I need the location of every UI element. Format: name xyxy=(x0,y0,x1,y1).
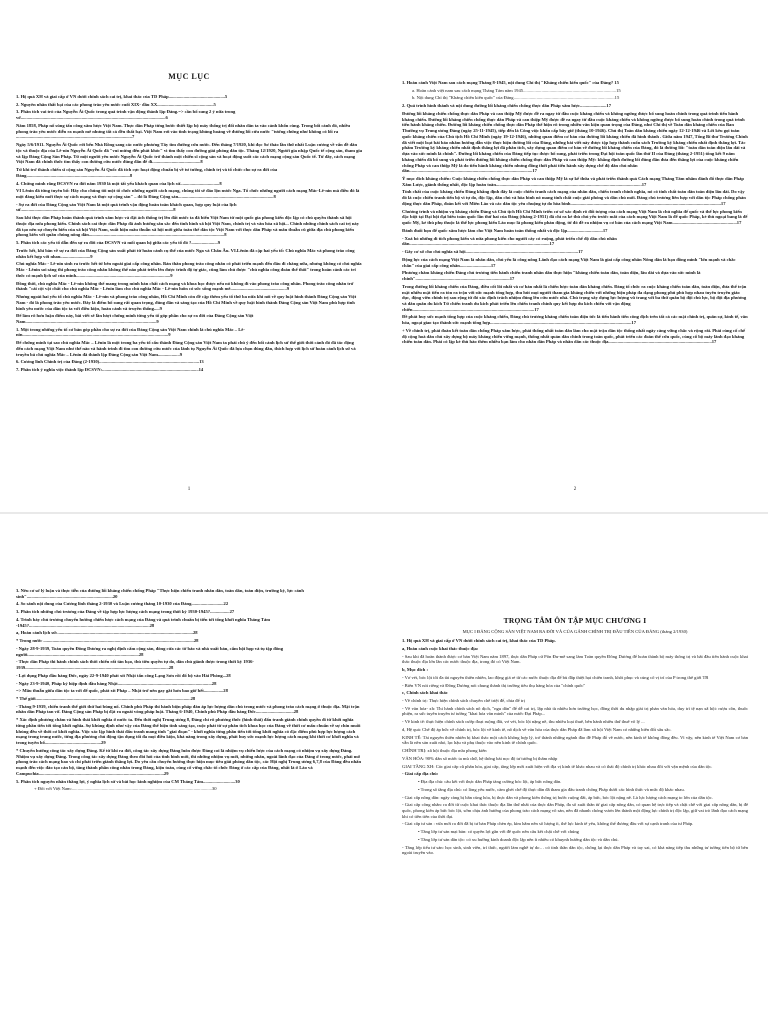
toc-entry[interactable]: Trong đường lối kháng chiến của Đảng, điều cốt lõi nhất và cơ bản nhất là chiến lược toàn dân kháng chiến. Đảng tổ chức ra cuộc kháng chiến toàn dân, toàn diện, đưa thế trận mặt nhiều mặt tiến ra tòn ra trận với sức mạnh tổng hợp, thu hút mọi người tham gia kháng chiến với những biện pháp đa dạng phong phú phù hợp nhau tuyên truyền giáo dục, động viên chính trị sau rộng từ đó xác định trách nhiệm đúng lên cứu nước nhà. Chủ trọng xây dựng lực lượng vũ trang với ba thứ quân bộ đội chủ lực, bộ đội địa phương và dân quân du kích Từ chiến tranh du kích phát triển lên chiến tranh chính quy kết hợp du kích chiến với vận động chiến..........................................................................................................17 xyxy=(402,283,747,312)
toc-entry[interactable]: - Ngày 23-9-1940, Pháp ký hiệp định đầu hàng Nhật..................................................................................28 xyxy=(16,680,217,686)
paragraph: - Vơ vét, bóc lột tối đa tài nguyên thiên nhiên, lao động giá rẻ từ các nước thuộc địa để bù đắp thiệt hại chiến tranh, khôi phục và củng cố vị trí của P trong thế giới TB xyxy=(402,674,709,680)
toc-entry[interactable]: 3. Nêu cơ sở lý luận và thực tiễn của đường lối kháng chiến chống Pháp "Thực hiện chiến tranh nhân dân, toàn dân, toàn diện, trường kỳ, lực cánh sinh"...........................................................................20 xyxy=(16,588,304,599)
toc-entry[interactable]: + Về chính trị, phải đoàn kết toàn dân chống Pháp xâm lược, phải thống nhất toàn dân làm cho mặt trận dân tộc thống nhất ngày càng vững chắc và rộng rãi. Phải củng cố chế độ cộng hoà dân chủ xây dựng bộ máy kháng chiến vững mạnh, thống nhất quản dân chính trong toàn quốc, phát triển các đoàn thể cứu quốc, củng cố bộ máy lãnh đạo kháng chiến toàn dân. Phải có lập kẻ thù hào thêm nhiều bạn làm cho nhân dân Pháp và nhân dân các thuộc địa..........................................................................................17 xyxy=(402,327,746,345)
paragraph: • Tầng lớp tư sản mại bản: có quyền lợi gắn với đế quốc nên câu kết chặt chẽ với chúng xyxy=(418,829,579,835)
toc-entry[interactable]: Sau khi thực dân Pháp hoàn thành quá trình xâm lược và đặt ách thống trị lên đất nước ta đã biến Việt Nam từ một quốc gia phong kiến độc lập có chủ quyền thành xã hội thuộc địa nửa phong kiến. Chính sách cai thực dân Pháp đã ảnh hưởng sâu sắc đến tình hình xã hội Việt Nam, chính trị và văn hóa xã hội... Chính những chính sách cai trị này đã tạo nên sự chuyển biến của xã hội Việt Nam, xuất hiện mâu thuẫn xã hội mới giữa toàn thể dân tộc Việt Nam với thực dân Pháp và mâu thuẫn cũ giữa địa chủ phong kiến phong kiến với quần chúng nông dân......................................................................................................................8 xyxy=(16,215,360,238)
toc-entry[interactable]: Trước hết, khi bàn về sự ra đời của Đảng Cộng sản xuất phát từ hoàn cảnh cụ thể của nước Nga và Châu Âu. VI.Lênin đã cập hai yếu tố: Chủ nghĩa Mác và phong trào công nhân kết hợp với nhau..........................9 xyxy=(16,247,355,259)
paragraph: - Giai cấp tư sản : vừa mới ra đời đã bị tư bản Pháp chèn ép, kìm hãm nên số lượng ít, thế lực kinh tế yếu, không thể đương đầu với sự cạnh tranh của tư Pháp. xyxy=(402,821,694,827)
toc-entry[interactable]: Động lực của cách mạng Việt Nam là nhân dân, chủ yếu là công nông Lãnh đạo cách mạng Việt Nam là giai cấp công nhân Nông dân là bạn đồng minh "lớn mạnh và chắc chắn" của giai cấp công nhân...........................17 xyxy=(402,256,736,268)
toc-entry[interactable]: 2. Quá trình hình thành và nội dung đường lối kháng chiến chống thực dân Pháp xâm lược.......................17 xyxy=(402,103,612,109)
paragraph: d, Hệ quả: Chế độ áp bức về chính trị, bóc lột về kinh tế, nô dịch về văn hóa của thực dân Pháp đã làm xã hội Việt Nam có những biến đổi sâu sắc. xyxy=(402,726,672,732)
toc-entry[interactable]: Ngày 5/6/1911. Nguyễn Ái Quốc rời bến Nhà Rồng sang các nước phương Tây tìm đường cứu nước. Đến tháng 7/1920, khi đọc Sơ thảo lần thứ nhất Luận cương về vấn đề dân tộc và thuộc địa của Lê-nin Nguyễn Ái Quốc đã "vui mừng đến phát khóc" vì tìm thấy con đường giải phóng dân tộc. Tháng 12/1920, Người gia nhập Quốc tế cộng sản, tham gia và lập Đảng Cộng Sản Pháp. Từ một người yêu nước Nguyễn Ái Quốc trở thành một chiến sĩ cộng sản và hoạt động suốt các cách mạng cộng sản Quốc tế. Từ đây, cách mạng Việt Nam đã chính thức tìm thấy con đường cứu nước đúng đắn để đi..........................................8 xyxy=(16,142,362,165)
toc-entries xyxy=(402,80,748,345)
toc-entry[interactable]: - Tháng 9-1939, chiến tranh thế giới thứ hai bùng nổ. Chính phủ Pháp thi hành biện pháp đàn áp lực lượng dân chủ trong nước và phong trào cách mạng ở thuộc địa. Mặt trận nhân dân Pháp tan vỡ. Đảng Cộng sản Pháp bị đặt ra ngoài vòng pháp luật. Tháng 6-1940, Chính phủ Pháp đầu hàng Đức.................................28 xyxy=(16,703,360,715)
toc-entry[interactable]: b. Nội dung Chỉ thị "Kháng chiến kiến quốc" của Đảng........................................................................................15 xyxy=(412,95,620,101)
toc-entry[interactable]: Đồng thời, chủ nghĩa Mác - Lê-nin không thể mang trong mình bản chất cách mạng và khoa học được nếu nó không đi vào phong trào công nhân. Phong trào công nhân trở thành "cái cột vật chất cho chủ nghĩa Mác - Lênin làm cho chủ nghĩa Mác - Lê-nin luôn có sức sống mạnh mẽ.................................................9 xyxy=(16,280,354,292)
chapter-body xyxy=(402,638,748,856)
toc-entry[interactable]: Chương trình và nhiệm vụ kháng chiến Đảng và Chủ tịch Hồ Chí Minh triển cơ sở xác định rõ đối tượng của cách mạng Việt Nam là chủ nghĩa đế quốc và thế lực phong kiến đặc biệt tại Đại hội đại biểu toàn quốc lần thứ hai của Đảng (tháng 2-1951) đã chỉ ra kẻ thù chủ yếu trước mắt của cách mạng Việt Nam là đế quốc Pháp, kẻ thù ngoại bang là đế quốc Mỹ, kẻ thù phụ thuộc là thế lực phong kiến Lào mục là phong kiến phản động, từ đó đề ra nhiệm vụ cơ bản của cách mạng Việt Nam........................................................17 xyxy=(402,208,748,226)
paragraph: a, Hoàn cảnh cuộc khai thác thuộc địa: xyxy=(402,645,479,651)
toc-entry[interactable]: 4. Trình bày chủ trương chuyển hướng chiến lược cách mạng của Đảng và quá trình chuẩn bị tiến tới tổng khởi nghĩa Tháng Tám -1945?.........................................................................................................28 xyxy=(16,616,271,628)
paragraph: - Biến VN nói riêng và Đông Dương nói chung thành thị trường tiêu thụ hàng hóa của "chính quốc" xyxy=(402,682,586,688)
toc-entry[interactable]: 7. Phân tích ý nghĩa việc thành lập ĐCSVN:....................................................................................14 xyxy=(16,367,204,373)
toc-entry[interactable]: 1. Hoàn cảnh Việt Nam sau cách mạng Tháng 8-1945, nội dung Chỉ thị "Kháng chiến kiến quốc" của Đảng? 15 xyxy=(402,80,619,85)
toc-entry[interactable]: - Xoá bỏ những di tích phong kiến và nửa phong kiến cho người cày có ruộng, phát triển chế độ dân chủ nhân dân..........................................................................................................................17 xyxy=(402,235,617,247)
paragraph: b, Mục đích : xyxy=(402,667,429,673)
paragraph: KINH TẾ: Tài nguyên thiên nhiên bị khai thác một cách không hợp lý, trở thành những ngành đào đề Pháp đổ về nước, nền kinh tế không đồng đều. Vì vậy, nền kinh tế Việt Nam cơ bản vẫn là nền sản xuất nhỏ, lạc hậu và phụ thuộc vào nền kinh tế chính quốc. xyxy=(402,734,748,746)
toc-entries xyxy=(16,588,362,792)
page-number: 2 xyxy=(573,486,577,492)
toc-entry[interactable]: Ý mục đích kháng chiến: Cuộc kháng chiến chống thực dân Pháp và can thiệp Mỹ là sự kế thừa và phát triển thành quả Cách mạng Tháng Tám nhằm đánh đổ thực dân Pháp Xâm Lược, giành thống nhất, độc lập hoàn toàn...............................................................................................................................17 xyxy=(402,176,744,187)
chapter-title: TRỌNG TÂM ÔN TẬP MỤC CHƯƠNG I xyxy=(503,616,647,625)
document-page-3 xyxy=(16,530,362,1020)
toc-entry[interactable]: Để chứng minh tại sao chủ nghĩa Mác – Lênin là một trong ba yếu tố cấu thành Đảng Cộng sản Việt Nam ta phải chú ý đến bối cảnh lịch sử thế giới thời cảnh đó đã tác động đến cách mạng Việt Nam như thế nào và hành trình đi tìm con đường cứu nước của lãnh tụ Nguyễn Ái Quốc đã lựa chọn đúng đắn, thích hợp với lịch sử hoàn cảnh lịch sử và truyền bá chủ nghĩa Mác – Lênin đã thành lập Đảng Cộng sản Việt Nam...................9 xyxy=(16,340,356,357)
paragraph: CHÍNH TRỊ: xã hội thuộc địa nửa phong kiến xyxy=(402,748,487,754)
toc-entry[interactable]: - Thực dân Pháp thi hành chính sách thời chiến rất tàn bạo, thủ tiêu quyền tự do, dân chủ giành được trong thời kỳ 1936-1939.............................................................................................................................28 xyxy=(16,659,254,671)
document-page-2 xyxy=(402,14,748,499)
paragraph: • Tầng lớp tư sản dân tộc: có xu hướng kinh doanh độc lập nên ít nhiều có khuynh hướng dân tộc và dân chủ. xyxy=(418,836,619,842)
toc-entry[interactable]: 3. Phân tích vai trò của Nguyễn Ái Quốc trong quá trình vận động thành lập Đảng.=> cần bổ sung 2 ý nữa trong vở..............................................................................................................................6 xyxy=(16,109,236,121)
toc-entry[interactable]: 4. Chứng minh rằng ĐCSVN ra đời năm 1930 là một tất yếu khách quan của lịch sử..................................8 xyxy=(16,180,222,186)
toc-entry[interactable]: * Xác định phương châm và hình thái khởi nghĩa ở nước ta. Đến thời nghị Trung ương 8, Đảng chỉ rõ phương thức (hình thái) đấu tranh giành chính quyền đi từ khởi nghĩa từng phần tiến tới tổng khởi nghĩa. Sự khủng định như vậy của Đảng thể hiện tính sáng tạo, cuộc phát từ sự phân tích khoa học của Đảng về thời cơ mấu chuẩn về sự chín muồi khủng đều về thời cơ khởi nghĩa. Việc xác lập hình thái đấu tranh mang tính "giai đoạn" - khởi nghĩa từng phần tiến tới tổng khởi nghĩa có đặc điểm phù hợp lực lượng cách mạng trong trung nước, từng địa phương chủ động tận dụng tối đa mọi điều kiện, khả năng trong xây dựng, phát huy sức mạnh lực lượng cách mạng khi thời cơ khởi nghĩa và trong tuyên bố.................................................29 xyxy=(16,717,361,746)
toc-entry[interactable]: * Chuyển hướng công tác xây dựng Đảng. Kể từ khi ra đời, công tác xây dựng Đảng luôn được Đảng coi là nhiệm vụ chiến lược của cách mạng có nhiệm vụ xây dựng Đảng. Nhiệm vụ xây dựng Đảng. Trong công tác xây dựng Đảng theo đòi hỏi của tình hình mới, thì những nhiệm vụ mới, những nhân, ngoài lãnh đạo của Đảng ở trong nước, phải mở phong trào cách mạng bao và chỉ phát triển giành thắng lợi. Do yêu cầu chuyển hướng thực hiện mục tiêu giải phóng dân tộc, các Hội nghị Trung ương 6,7,8 của Đảng đều nhấn mạnh đến việc đào tạo cán bộ, tăng thành phần công nhân trong Đảng, kiện toàn, củng cố vững chắc tổ chức Đảng ở các cấp của Đảng, nhất là ở Lào và Campuchia.............................................................................................................29 xyxy=(16,747,362,776)
toc-entry[interactable]: => Mâu thuẫn giữa dân tộc ta với đế quốc, phát xít Pháp – Nhật trở nên gay gắt hơn bao giờ hết.................28 xyxy=(16,688,228,694)
toc-entry[interactable]: - Sự ra đời của Đảng Cộng sản Việt Nam là một quá trình vận động hoàn toàn khách quan, hợp quy luật của lịch sử.....................................................................................................................................8 xyxy=(16,201,237,213)
toc-entry[interactable]: 1. Một trong những yếu tố cơ bản góp phần cho sự ra đời của Đảng Cộng sản Việt Nam chính là chủ nghĩa Mác – Lê-nin...............................................................................................................................9 xyxy=(16,326,245,338)
paragraph: c, Chính sách khai thác xyxy=(402,690,448,696)
toc-entry[interactable]: 3. Phân tích những chủ trương của Đảng về tập hợp lực lượng cách mạng trong thời kỳ 1930-1945?.................27 xyxy=(16,609,235,615)
paragraph: - Giai cấp công nhân: ra đời từ cuộc khai thác thuộc địa lần thứ nhất của thực dân Pháp, đa số xuất thân từ giai cấp nông dân, có quan hệ trực tiếp và chặt chẽ với giai cấp nông dân, bị đế quốc, phong kiến áp bức bóc lột, sớm chịu ảnh hưởng của phong trào cách mạng vô sản, nên đã nhanh chóng vươn lên thành một động lực chính trị độc lập, giữ vai trò lãnh đạo cách mạng khi có tiền tiến của thời đại. xyxy=(402,802,748,819)
toc-entry[interactable]: Đường lối kháng chiến chống thực dân Pháp và can thiệp Mỹ được đề ra ngay từ đầu cuộc kháng chiến và không ngừng được bổ sung hoàn chỉnh trong quá trình tiến hành kháng chiến. Đường lối kháng chiến chống thực dân Pháp và can thiệp Mỹ được đề ra ngay từ đầu cuộc kháng chiến và không ngừng được bổ sung hoàn chỉnh trong quá trình tiến hành kháng chiến. Đường lối kháng chiến chống thực dân Pháp thể hiện rõ trong nhiều văn kiện quan trọng của Đảng, như Chỉ thị về Toàn dân kháng chiến của Ban Thường vụ Trung ương Đảng (ngày 25-11-1945), tiếp đến là Công việc khẩn cấp bây giờ (tháng 10-1946). Chủ thị Toàn dân kháng chiến ngày 12-12-1946 và Lời kêu gọi toàn quốc kháng chiến của Chủ tịch Hồ Chí Minh (ngày 19-12-1946), những quan điểm cơ bản của đường lối kháng chiến đã hình thành . Giữa năm 1947, Tổng Bí thư Trường Chinh đã viết một loạt bài báo nhằm hướng dẫn việc thực hiện đường lối của Đảng, những bài viết này được tập hợp thành cuốn sách Trường kỳ kháng chiến nhất định thắng lợi. Tác phẩm Trường kỳ kháng chiến nhất định thắng lợi đã phân tích, xây dựng quan điểm cơ bản về đường lối kháng chiến của Đảng, đó là đường lối: "toàn dân toàn diện lâu dài và dựa vào sức mình là chính". Đường lối kháng chiến của Đảng tiếp tục được bổ sung, phát triển trong Đại hội toàn quốc lần thứ II của Đảng (tháng 2-1951) tổng kết 9 năm kháng chiến đã bổ sung và phát triển đường lối kháng chiến chống thực dân Pháp và can thiệp Mỹ: khẳng định đường lối đúng đắn đưa đến thắng lợi của cuộc kháng chiến chống Pháp và can thiệp Mỹ là do tiến hành kháng chiến nhưng đồng thời phải tiến hành xây dựng chế độ dân chủ nhân dân...........................................................................................................17 xyxy=(402,110,748,174)
toc-entry[interactable]: + Đối với Việt Nam:..........................................................................................................................30 xyxy=(34,786,217,792)
toc-entry[interactable]: * Thế giới.......................................................................................................................................28 xyxy=(16,696,196,702)
toc-entry[interactable]: 5. Phân tích các yếu tố dẫn đến sự ra đời của ĐCSVN và mối quan hệ giữa các yếu tố đó ?.......................9 xyxy=(16,240,221,246)
toc-title: MỤC LỤC xyxy=(168,72,210,81)
toc-entry[interactable]: Phương châm kháng chiến Đảng chủ trương tiến hành chiến tranh nhân dân thực hiện "kháng chiến toàn dân, toàn diện, lâu dài và dựa vào sức mình là chính"..................................................................................17 xyxy=(402,270,701,282)
toc-entry[interactable]: Năm 1858, Pháp nổ súng tấn công xâm lược Việt Nam. Thực dân Pháp từng bước thiết lập bộ máy thống trị đối nhân dân ta vào cảnh khốn cùng. Trong bối cảnh đó, nhiều phong trào yêu nước diễn ra mạnh mẽ nhưng tất cả đều thất bại. Việt Nam rơi vào tình trạng khủng hoảng về đường lối cứu nước "tưởng chừng như không có lối ra .....................................................................................................7 xyxy=(16,122,351,140)
toc-entry[interactable]: 2. Nguyên nhân thất bại của các phong trào yêu nước cuối XIX- đầu XX.................................................5 xyxy=(16,101,216,107)
paragraph: - Về chính trị: Thực hiện chính sách chuyên chế triệt để, chia để trị xyxy=(402,697,525,703)
toc-entry[interactable]: 1. Hệ quả XH và giai cấp ở VN dưới chính sách cai trị, khai thác của TD Pháp.................................................5 xyxy=(16,94,228,99)
toc-entry[interactable]: Đánh đuổi bọn đế quốc xâm lược làm cho Việt Nam hoàn toàn thống nhất và độc lập...............................17 xyxy=(402,227,608,233)
toc-entry[interactable]: - Gây cơ sở cho chủ nghĩa xã hội..................................................................................................17 xyxy=(402,249,583,255)
toc-entry[interactable]: * Trong nước ...................................................................................................................................28 xyxy=(16,638,199,644)
chapter-subtitle: MỤC I ĐẢNG CỘNG SẢN VIỆT NAM RA ĐỜI VÀ CỦA GÁNH CHÍNH TRỊ ĐẦU TIÊN CỦA ĐẢNG (tháng 2/1930) xyxy=(462,629,688,635)
page-divider xyxy=(0,512,768,514)
paragraph: - Tầng lớp tiểu tư sản: học sinh, sinh viên, trí thức, người làm nghề tự do… có tinh thần dân tộc, chống lại thực dân Pháp và tay sai, có khả năng tiếp thu những tư tưởng tiến bộ từ bên ngoài truyền vào. xyxy=(402,844,748,856)
toc-entry[interactable]: - Ngày 28-9-1939, Toàn quyền Đông Dương ra nghị định cấm cộng sản, đóng cửa các tờ báo và nhà xuất bản, cấm hội họp và tụ tập đông người.................................................................................................28 xyxy=(16,645,284,657)
paragraph: VĂN HÓA: 90% dân số nước ta mù chữ, hệ thống bài nọc độ tư tưởng bị thâm nhập xyxy=(402,755,558,761)
toc-entry[interactable]: Chủ nghĩa Mác - Lê-nin sinh ra trước hết từ bên ngoài giai cấp công nhân. Bản thân phong trào công nhân có phát triển mạnh đến đâu đi chăng nữa, nhưng không có chủ nghĩa Mác - Lênin soi sáng thì phong trào công nhân không thể nào phát triển lên được trình độ tự giác, cũng làm chủ được "chủ nghĩa công đoàn thế thôi" trong hoàn cảnh các trí thức có mạnh lịch sử của mình..................................................................................9 xyxy=(16,261,362,278)
document-page-1 xyxy=(16,14,362,499)
toc-entry[interactable]: a, Hoàn cảnh lịch sử:......................................................................................................................28 xyxy=(16,630,198,636)
paragraph: - Về kinh tế: thực hiện chính sách cướp đoạt ruộng đất, vơ vét, bóc lột nặng nề, thu nhiều loại thuế, bên hành nhiều thứ thuế vô lý ... xyxy=(402,719,645,725)
toc-entry[interactable]: a. Hoàn cảnh việt nam sau cách mạng Tháng Tám năm 1945.................................................................................15 xyxy=(412,87,621,93)
paragraph: - Giai cấp nông dân: ngày càng bị bần cùng hóa, bị thực dân và phong kiến thống trị bước ruộng đất, áp bức, bóc lột nặng nề. Là lực lượng cách mạng to lớn của dân tộc. xyxy=(402,794,713,800)
paragraph: • Địa địa chủ: câu kết với thực dân Pháp tăng cường bóc lột, áp bức nông dân. xyxy=(418,779,562,785)
toc-entry[interactable]: Đề phát huy sức mạnh tổng hợp của cuộc kháng chiến, Đảng chủ trương kháng chiến toàn diện tức là tiến hành tiến công địch trên tất cả các mặt chính trị, quân sự, kinh tế, văn hóa, ngoại giao tạo thành sức mạnh tổng hợp...........................................................................................................................17 xyxy=(402,314,748,326)
paragraph: GIAI TẦNG XH: Các giai cấp cũ phân hóa, giai cấp, tầng lớp mới xuất hiện với địa vị kinh tế khác nhau và có thái độ chính trị khác nhau đối với vận mệnh của dân tộc. xyxy=(402,763,713,769)
toc-entry[interactable]: VI Lênin đã từng tuyên bố: Hãy cho chúng tôi một tổ chức những người cách mạng, chúng tôi sẽ đảo lộn nước Nga. Tổ chức những người cách mạng Mác-Lê-nin mà điều đó là một đảng kiểu mới thực sự cách mạng và thực sự cộng sản" – đó là Đảng Cộng sản...................................................................................8 xyxy=(16,188,360,200)
toc-entry[interactable]: Để làm rõ hơn luận điểm này, bài viết sẽ lần lượt chứng minh từng yếu tố góp phần cho sự ra đời của Đảng Cộng sản Việt Nam..................................................................................................................9 xyxy=(16,313,254,324)
toc-entry[interactable]: 5. Phân tích nguyên nhân thắng lợi, ý nghĩa lịch sử và bài học kinh nghiệm của CM Tháng Tám............................30 xyxy=(16,778,240,784)
toc-entry[interactable]: - Lợi dụng Pháp đầu hàng Đức, ngày 22-9-1940 phát xít Nhật tấn công Lạng Sơn rồi đổ bộ vào Hải Phòng...28 xyxy=(16,672,231,678)
toc-entry[interactable]: 6. Cương lĩnh Chính trị của Đảng (2-1930).......................................................................................13 xyxy=(16,359,204,365)
paragraph: - Về văn hóa- xh: Thi hành chính sách nô dịch, "ngu dân" để dễ cai trị, lập nhà tù nhiều hơn trường học, đồng thời du nhập giải trị phản văn hóa, duy trì tệ nạn xã hội: rượu cồn, thuốc phiện, ra sức tuyên truyền tư tưởng "khai hóa văn minh" của nước Đại Pháp... xyxy=(402,705,748,717)
paragraph: • Trong số tầng địa chủ: có lòng yêu nước, căm ghét chế độ thực dân đã tham gia đấu tranh chống Pháp dưới các hình thức và mức độ khác nhau. xyxy=(418,786,685,792)
toc-entry[interactable]: Từ khi trở thành chiến sĩ cộng sản Nguyễn Ái Quốc đã tích cực hoạt động chuẩn bị về tư tưởng, chính trị và tổ chức cho sự ra đời của Đảng..........................................................................................8 xyxy=(16,167,278,178)
paragraph: - Giai cấp địa chủ: xyxy=(402,771,439,777)
toc-entries xyxy=(16,94,362,373)
toc-entry[interactable]: 4. So sánh nội dung của Cương lĩnh tháng 2-1930 và Luận cương tháng 10-1930 của Đảng............................22 xyxy=(16,601,229,607)
paragraph: 1. Hệ quả XH và giai cấp ở VN dưới chính sách cai trị, khai thác của TD Pháp. xyxy=(402,638,556,644)
toc-entry[interactable]: Tính chất của cuộc kháng chiến Đảng khẳng định đây là cuộc chiến tranh cách mạng của nhân dân, chiến tranh chính nghĩa, nó có tính chất toàn dân toàn diện lâu dài. Do vậy đó là cuộc chiến tranh tiến bộ vì tự do, độc lập, dân chủ và hòa bình nó mang tính chất cuộc giải phóng và dân chủ mới. Đảng chủ trương liên hợp với dân tộc Pháp chống phản động thực dân Pháp, đoàn kết với Miên Lào và các dân tộc yêu chuộng tự do hòa bình...................................................................................................................................17 xyxy=(402,189,746,206)
page-number: 1 xyxy=(187,486,191,492)
toc-entry[interactable]: Nhưng ngoài hai yếu tố chủ nghĩa Mác - Lê-nin và phong trào công nhân, Hồ Chí Minh còn đề cập thêm yếu tố thứ ba nữa khi nói về quy luật hình thành Đảng Cộng sản Việt Nam - đó là phong trào yêu nước. Đây là điểm bổ sung rất quan trọng, đúng đắn và sáng tạo của Hồ Chí Minh về quy luật hình thành Đảng Cộng sản Việt Nam phù hợp tình hình yêu nước của dân tộc ta với điều kiện, hoàn cảnh và truyền thống.....9 xyxy=(16,294,357,311)
document-page-4 xyxy=(402,530,748,1020)
paragraph: - Sau khi đã hoàn thành được cơ bản Việt Nam năm 1897, thực dân Pháp cử Pôn Đu-mê sang làm Toàn quyền Đông Dương để hoàn thành bộ máy thống trị và bắt đầu tiến hành cuộc khai thác thuộc địa lớn lần các nước thuộc địa, trong đó có Việt Nam. xyxy=(402,653,748,665)
